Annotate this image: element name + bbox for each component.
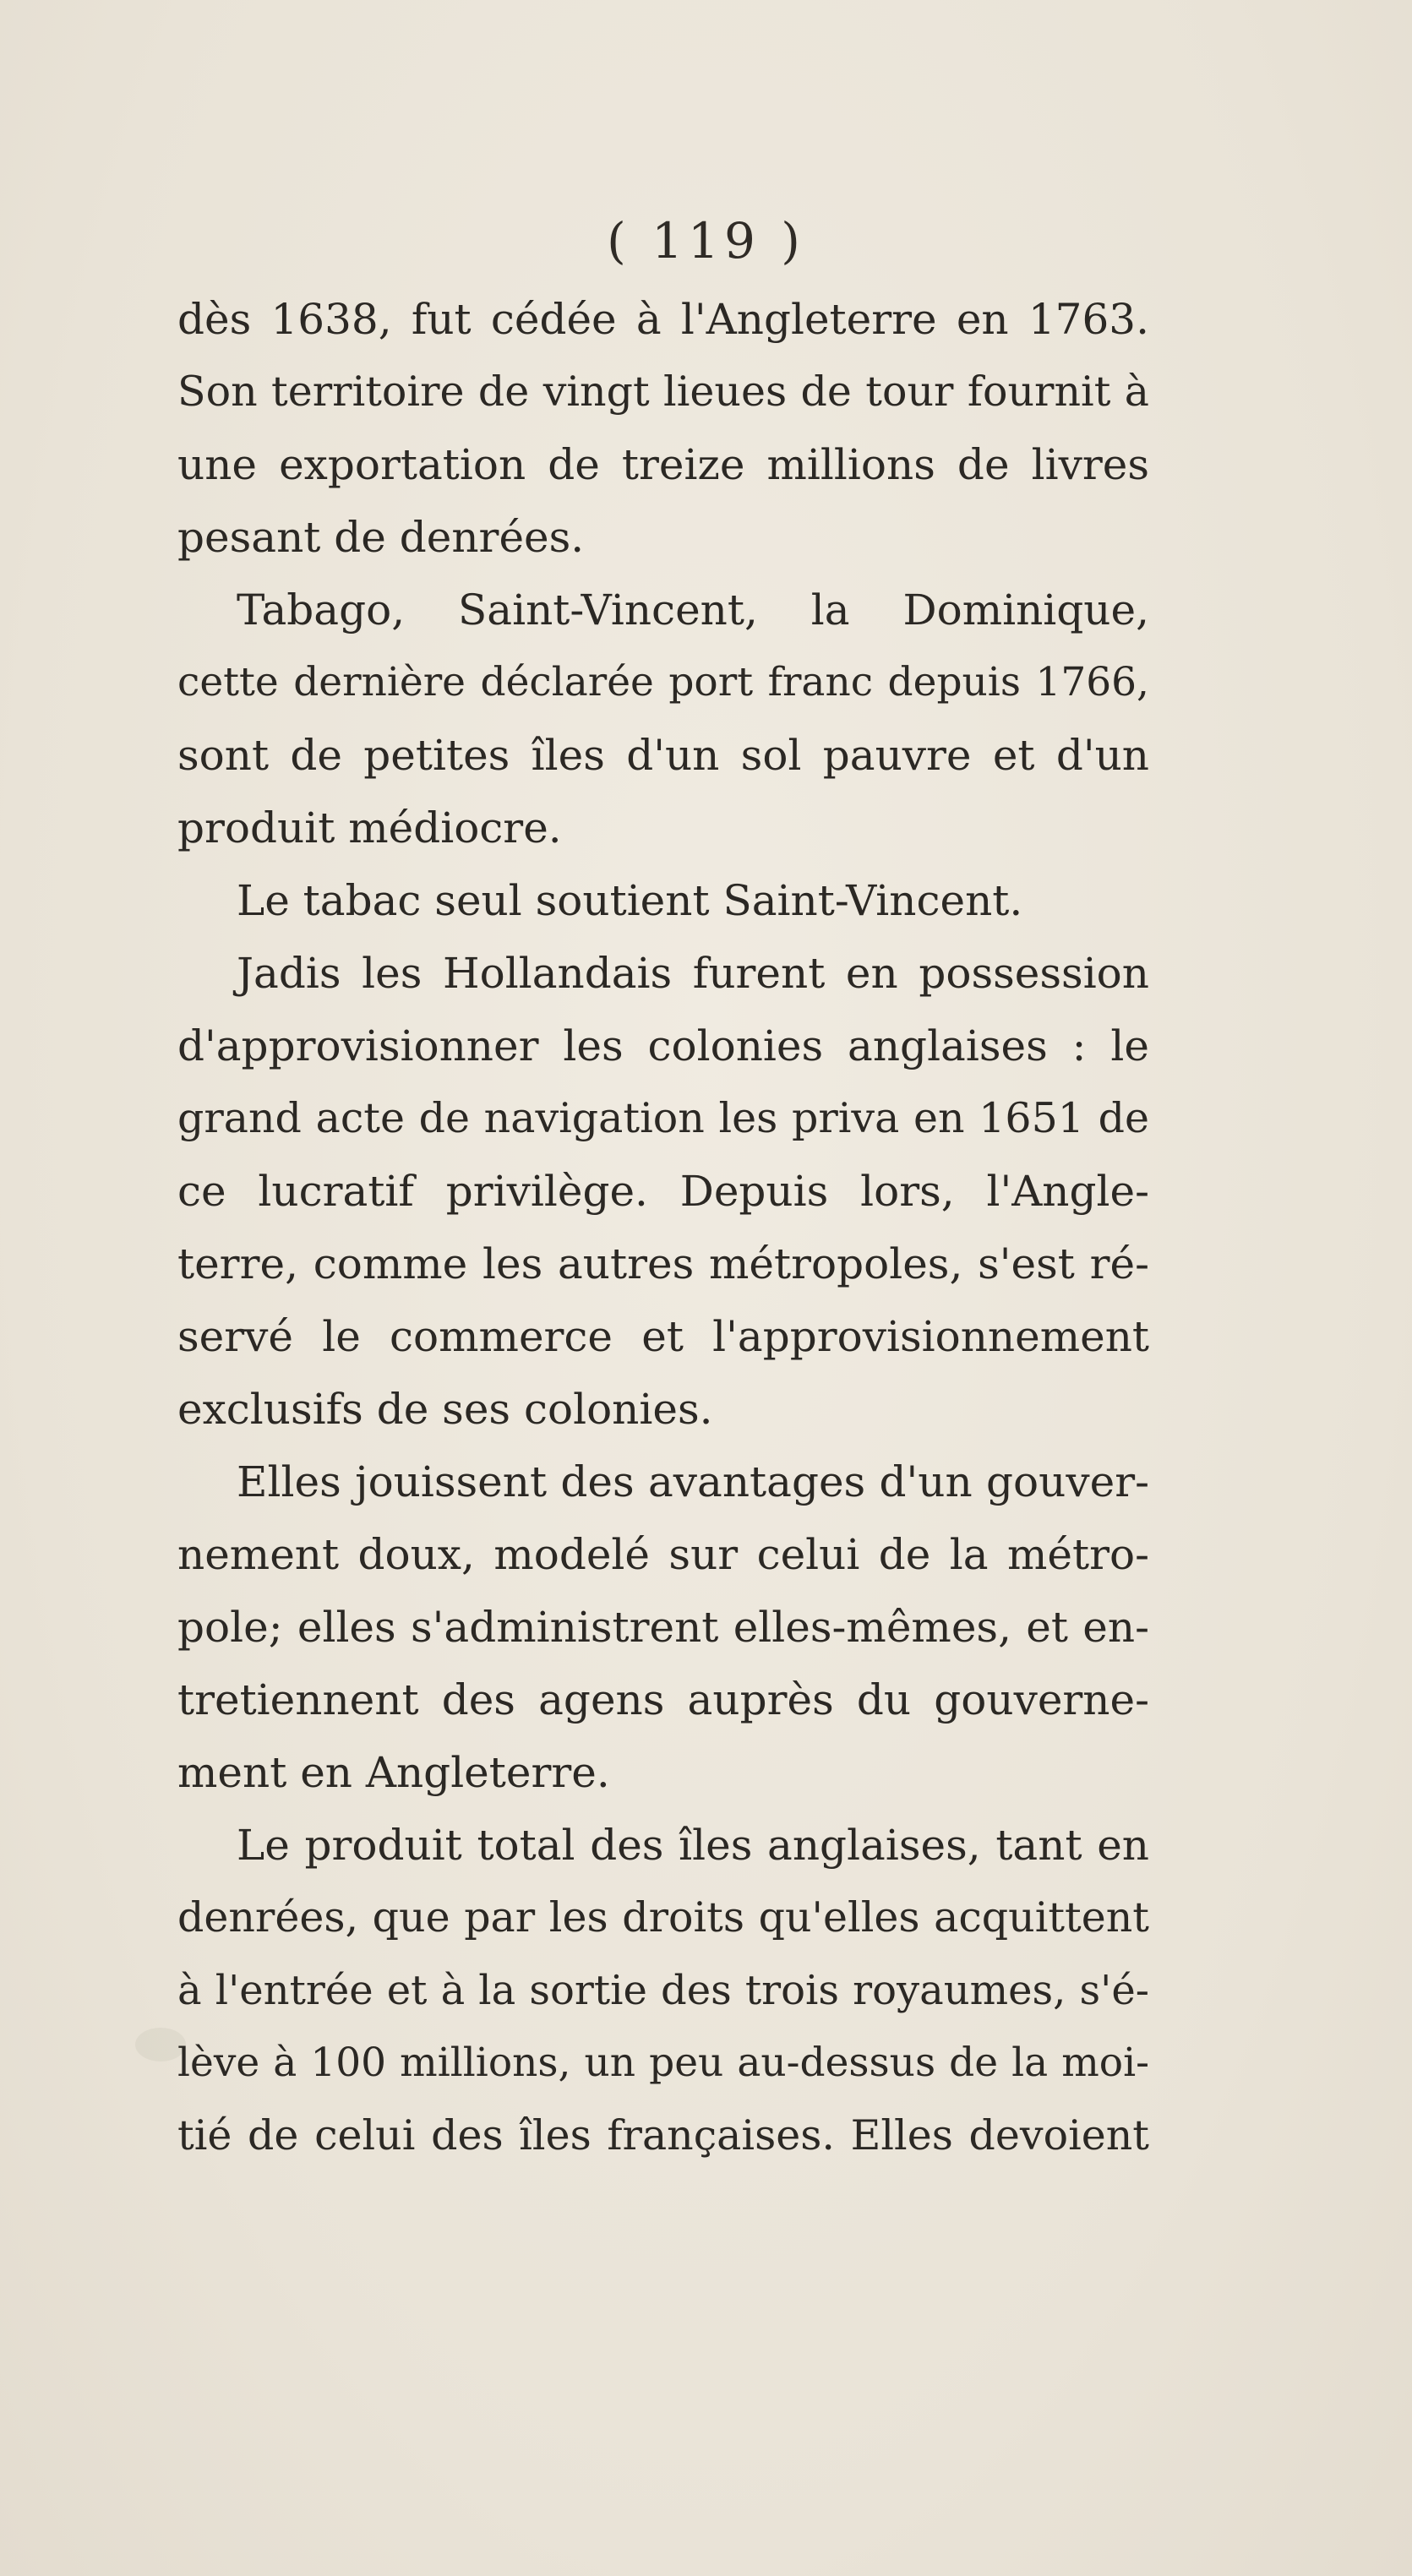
text-line: Tabago, Saint-Vincent, la Dominique, [237, 585, 1149, 634]
text-line: denrées, que par les droits qu'elles acquittent [177, 1893, 1149, 1942]
text-line: produit médiocre. [177, 803, 562, 852]
text-line: Le produit total des îles anglaises, tant en [237, 1821, 1149, 1870]
text-line: d'approvisionner les colonies anglaises : le [177, 1021, 1149, 1070]
text-line: sont de petites îles d'un sol pauvre et d'un [177, 731, 1149, 780]
body-text [177, 283, 1149, 2172]
text-line: Son territoire de vingt lieues de tour fournit à [177, 368, 1149, 416]
text-line: terre, comme les autres métropoles, s'est ré- [177, 1239, 1149, 1288]
page-number: ( 119 ) [607, 212, 805, 270]
text-line: Le tabac seul soutient Saint-Vincent. [237, 876, 1023, 925]
text-line: grand acte de navigation les priva en 1651 de [177, 1094, 1149, 1142]
text-line: Elles jouissent des avantages d'un gouver- [237, 1457, 1149, 1506]
text-line: cette dernière déclarée port franc depuis 1766, [177, 659, 1149, 705]
text-line: pesant de denrées. [177, 513, 585, 562]
text-line: ment en Angleterre. [177, 1748, 610, 1797]
text-line: exclusifs de ses colonies. [177, 1385, 713, 1434]
text-line: servé le commerce et l'approvisionnement [177, 1312, 1149, 1361]
text-line: pole; elles s'administrent elles-mêmes, et en- [177, 1603, 1149, 1652]
text-line: ce lucratif privilège. Depuis lors, l'Angle- [177, 1167, 1149, 1216]
text-line: tié de celui des îles françaises. Elles devoient [177, 2111, 1149, 2159]
text-line: à l'entrée et à la sortie des trois royaumes, s'é- [177, 1967, 1149, 2014]
text-line: dès 1638, fut cédée à l'Angleterre en 1763. [177, 295, 1149, 344]
text-line: Jadis les Hollandais furent en possession [237, 949, 1149, 998]
text-line: une exportation de treize millions de livres [177, 440, 1149, 489]
text-line: tretiennent des agens auprès du gouverne- [177, 1675, 1149, 1724]
text-line: nement doux, modelé sur celui de la métro- [177, 1530, 1149, 1579]
text-line: lève à 100 millions, un peu au-dessus de la moi- [177, 2040, 1149, 2086]
